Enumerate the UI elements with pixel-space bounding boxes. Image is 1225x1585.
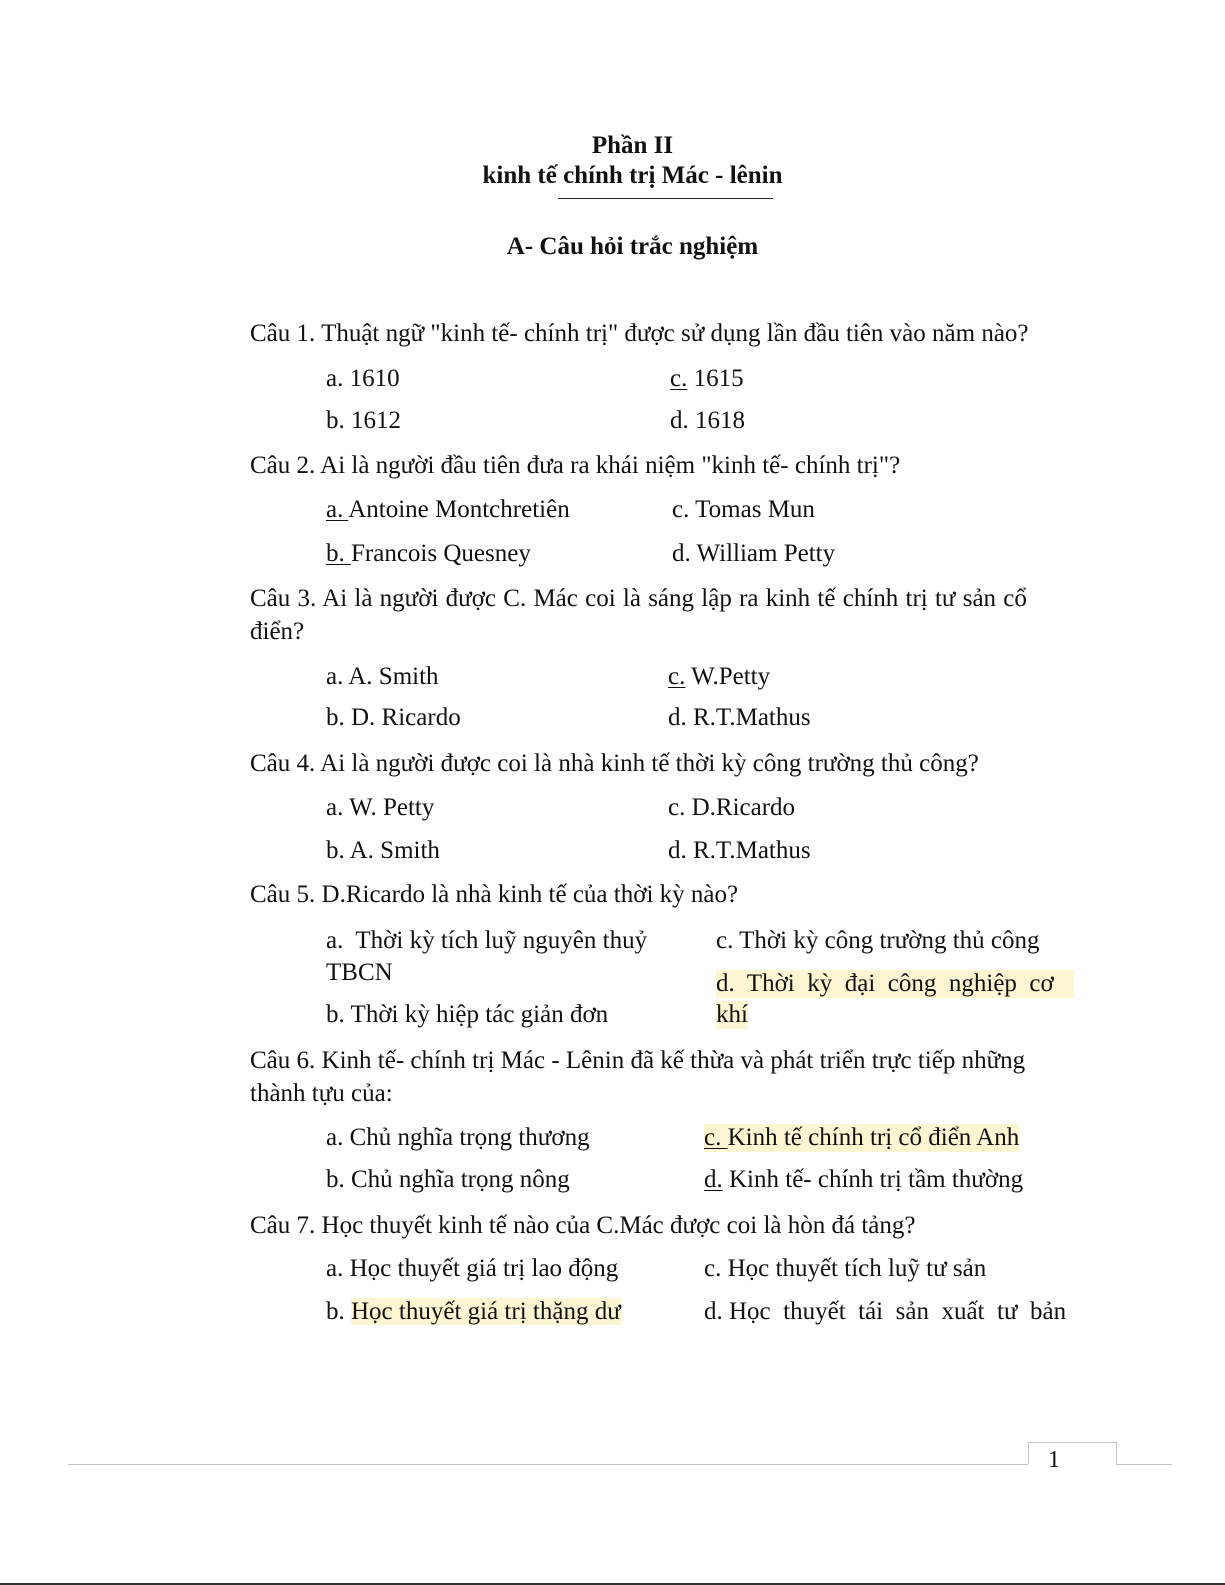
q7-option-d: d. Học thuyết tái sản xuất tư bản xyxy=(704,1298,1067,1325)
footer-rule-left xyxy=(68,1464,1028,1465)
q5-option-a-cont: TBCN xyxy=(326,959,393,986)
question-3: Câu 3. Ai là người được C. Mác coi là sáng lập ra kinh tế chính trị tư sản cổ xyxy=(250,585,1027,612)
q1-option-d: d. 1618 xyxy=(670,407,745,434)
answer-mark: a. xyxy=(326,496,349,523)
q5-option-b: b. Thời kỳ hiệp tác giản đơn xyxy=(326,1001,609,1028)
q7-option-b: b. Học thuyết giá trị thặng dư xyxy=(326,1298,621,1325)
q5-option-d-cont: khí xyxy=(716,1001,748,1028)
q2-option-b: b. Francois Quesney xyxy=(326,540,531,567)
q6-option-a: a. Chủ nghĩa trọng thương xyxy=(326,1124,590,1151)
page-number: 1 xyxy=(1048,1447,1060,1473)
q1-option-b: b. 1612 xyxy=(326,407,401,434)
answer-mark: c. xyxy=(704,1124,728,1151)
question-7: Câu 7. Học thuyết kinh tế nào của C.Mác được coi là hòn đá tảng? xyxy=(250,1212,916,1239)
title-underline xyxy=(558,198,773,199)
q2-option-c: c. Tomas Mun xyxy=(672,496,815,523)
q6-option-c: c. Kinh tế chính trị cổ điển Anh xyxy=(704,1124,1020,1151)
q3-option-a: a. A. Smith xyxy=(326,663,439,690)
q3-option-c: c. W.Petty xyxy=(668,663,771,690)
subject-heading: kinh tế chính trị Mác - lênin xyxy=(482,162,783,189)
question-5: Câu 5. D.Ricardo là nhà kinh tế của thời kỳ nào? xyxy=(250,881,739,908)
page-number-box-left xyxy=(1028,1442,1029,1464)
answer-mark: b. xyxy=(326,540,351,567)
q5-option-a: a. Thời kỳ tích luỹ nguyên thuỷ xyxy=(326,927,648,954)
q1-option-a: a. 1610 xyxy=(326,365,400,392)
question-4: Câu 4. Ai là người được coi là nhà kinh tế thời kỳ công trường thủ công? xyxy=(250,750,979,777)
answer-mark: c. xyxy=(670,365,688,392)
q4-option-b: b. A. Smith xyxy=(326,837,440,864)
answer-mark: d. xyxy=(704,1166,723,1193)
part-heading: Phần II xyxy=(591,132,674,159)
q1-option-c: c. 1615 xyxy=(670,365,744,392)
question-2: Câu 2. Ai là người đầu tiên đưa ra khái niệm "kinh tế- chính trị"? xyxy=(250,452,901,479)
q4-option-a: a. W. Petty xyxy=(326,794,435,821)
q3-option-d: d. R.T.Mathus xyxy=(668,704,811,731)
footer-rule-right xyxy=(1116,1464,1172,1465)
q6-option-b: b. Chủ nghĩa trọng nông xyxy=(326,1166,570,1193)
section-heading: A- Câu hỏi trắc nghiệm xyxy=(506,233,759,260)
question-1: Câu 1. Thuật ngữ "kinh tế- chính trị" được sử dụng lần đầu tiên vào năm nào? xyxy=(250,320,1029,347)
question-6-cont: thành tựu của: xyxy=(250,1080,393,1107)
q7-option-a: a. Học thuyết giá trị lao động xyxy=(326,1255,619,1282)
question-3-cont: điển? xyxy=(250,618,305,645)
q2-option-d: d. William Petty xyxy=(672,540,836,567)
page-number-box-top xyxy=(1028,1442,1116,1443)
q2-option-a: a. Antoine Montchretiên xyxy=(326,496,570,523)
q5-option-c: c. Thời kỳ công trường thủ công xyxy=(716,927,1040,954)
highlighted-answer: Học thuyết giá trị thặng dư xyxy=(351,1298,621,1325)
q7-option-c: c. Học thuyết tích luỹ tư sản xyxy=(704,1255,987,1282)
question-6: Câu 6. Kinh tế- chính trị Mác - Lênin đã kế thừa và phát triển trực tiếp những xyxy=(250,1047,1026,1074)
q4-option-d: d. R.T.Mathus xyxy=(668,837,811,864)
page-number-box-right xyxy=(1116,1442,1117,1464)
q6-option-d: d. Kinh tế- chính trị tầm thường xyxy=(704,1166,1024,1193)
answer-mark: c. xyxy=(668,663,686,690)
q5-option-d: d. Thời kỳ đại công nghiệp cơ xyxy=(716,970,1074,998)
q4-option-c: c. D.Ricardo xyxy=(668,794,796,821)
q3-option-b: b. D. Ricardo xyxy=(326,704,461,731)
